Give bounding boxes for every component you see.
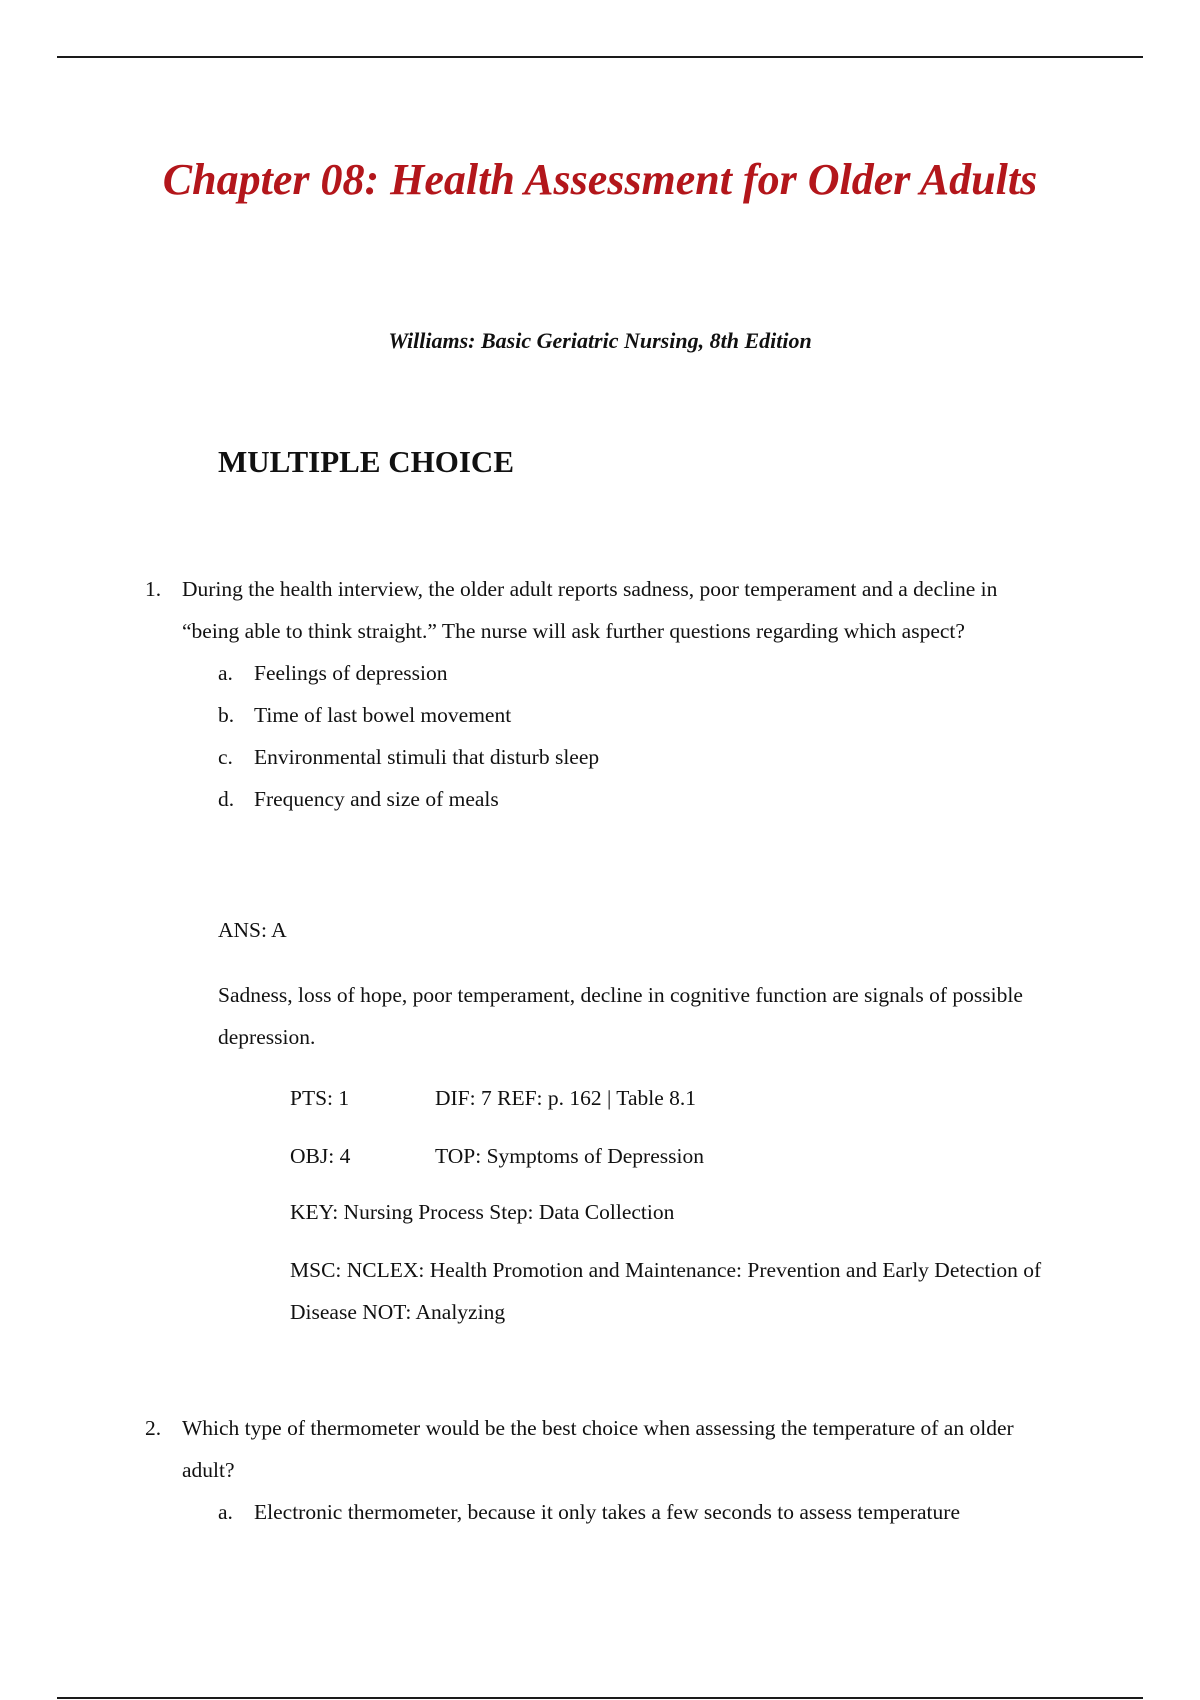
question-number: 1. bbox=[145, 577, 162, 601]
objective-value: OBJ: 4 bbox=[290, 1144, 351, 1168]
bottom-rule bbox=[57, 1697, 1143, 1699]
option-letter: a. bbox=[218, 661, 233, 685]
chapter-title: Chapter 08: Health Assessment for Older Adults bbox=[162, 155, 1038, 204]
option-a bbox=[145, 1491, 1045, 1533]
meta-row-objective bbox=[290, 1135, 704, 1177]
option-a bbox=[145, 652, 1045, 694]
option-list bbox=[145, 1491, 1045, 1533]
option-c bbox=[145, 736, 1045, 778]
option-text: Electronic thermometer, because it only takes a few seconds to assess temperature bbox=[254, 1500, 960, 1524]
question-stem: Which type of thermometer would be the best choice when assessing the temperature of an older adult? bbox=[182, 1416, 1014, 1482]
question-1 bbox=[145, 568, 1045, 820]
book-subtitle: Williams: Basic Geriatric Nursing, 8th Edition bbox=[388, 328, 812, 353]
top-rule bbox=[57, 56, 1143, 58]
option-text: Environmental stimuli that disturb sleep bbox=[254, 745, 600, 769]
question-stem: During the health interview, the older adult reports sadness, poor temperament and a decline in “being able to think straight.” The nurse will ask further questions regarding which aspect? bbox=[182, 577, 998, 643]
points-value: PTS: 1 bbox=[290, 1086, 350, 1110]
option-letter: a. bbox=[218, 1500, 233, 1524]
answer-rationale: Sadness, loss of hope, poor temperament, decline in cognitive function are signals of possible depression. bbox=[218, 983, 1023, 1049]
meta-row-points bbox=[290, 1077, 696, 1119]
option-text: Frequency and size of meals bbox=[254, 787, 499, 811]
option-list bbox=[145, 652, 1045, 820]
question-number: 2. bbox=[145, 1416, 162, 1440]
option-d bbox=[145, 778, 1045, 820]
meta-row-msc: MSC: NCLEX: Health Promotion and Maintenance: Prevention and Early Detection of Disease NOT: Analyzing bbox=[290, 1258, 1042, 1324]
option-text: Feelings of depression bbox=[254, 661, 448, 685]
option-text: Time of last bowel movement bbox=[254, 703, 512, 727]
option-b bbox=[145, 694, 1045, 736]
meta-row-key: KEY: Nursing Process Step: Data Collection bbox=[290, 1200, 675, 1224]
difficulty-reference: DIF: 7 REF: p. 162 | Table 8.1 bbox=[435, 1086, 697, 1110]
option-letter: d. bbox=[218, 787, 235, 811]
topic-value: TOP: Symptoms of Depression bbox=[435, 1144, 704, 1168]
section-heading: MULTIPLE CHOICE bbox=[218, 444, 514, 479]
option-letter: c. bbox=[218, 745, 233, 769]
question-2 bbox=[145, 1407, 1045, 1533]
option-letter: b. bbox=[218, 703, 235, 727]
answer-key: ANS: A bbox=[218, 918, 287, 942]
